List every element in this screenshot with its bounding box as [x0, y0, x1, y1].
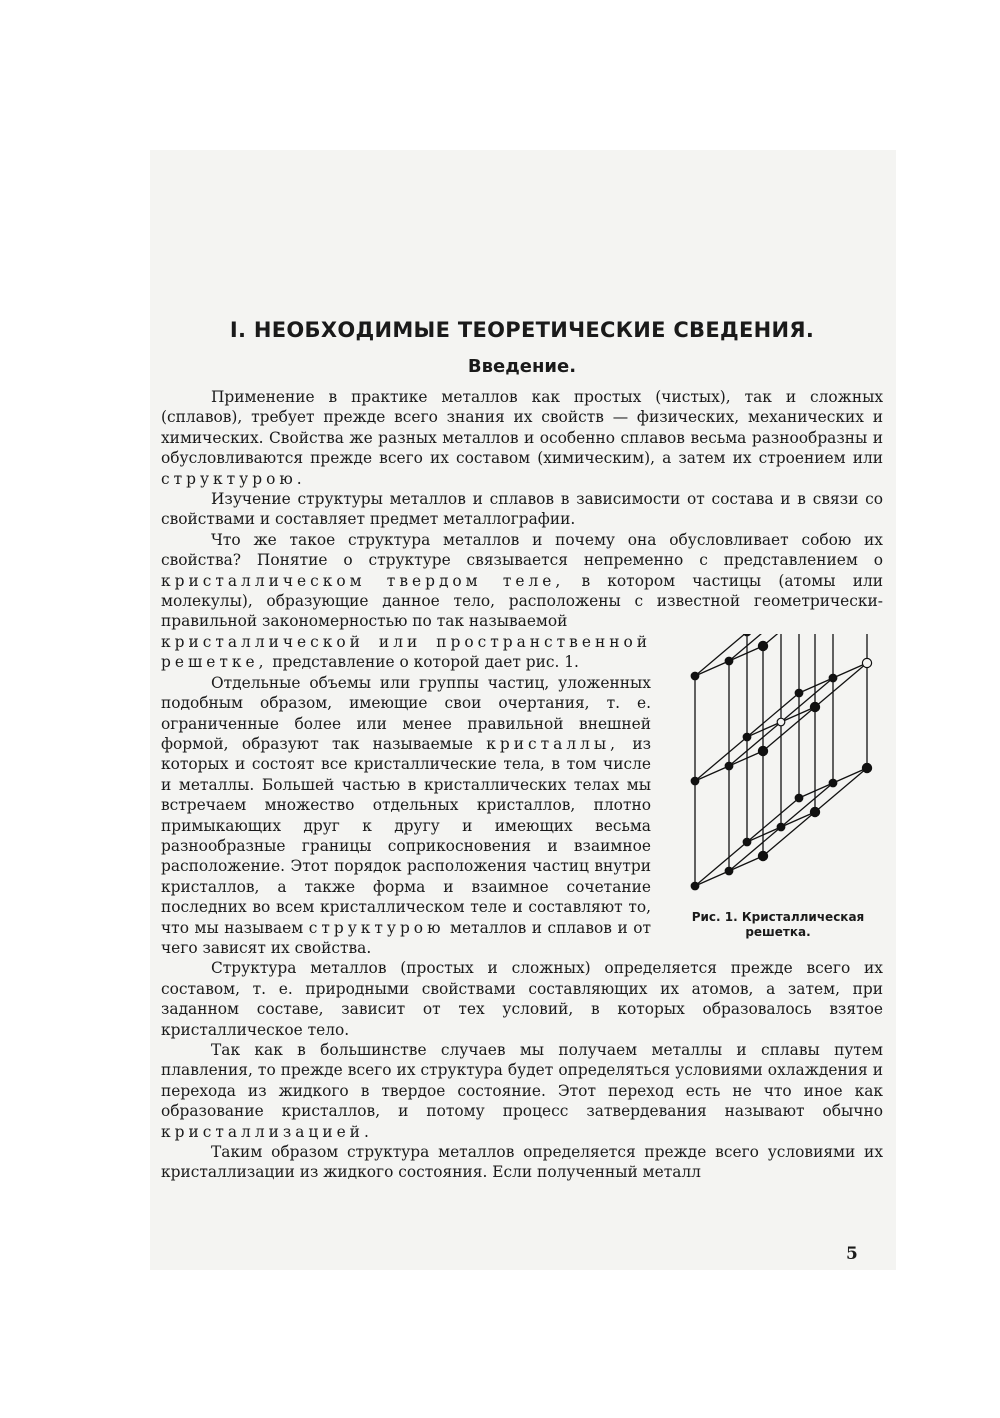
lattice-edge: [695, 737, 747, 781]
chapter-title: I. НЕОБХОДИМЫЕ ТЕОРЕТИЧЕСКИЕ СВЕДЕНИЯ.: [229, 318, 815, 342]
lattice-edge: [695, 871, 729, 886]
caption-line-1: Рис. 1. Кристаллическая: [691, 909, 865, 924]
lattice-atom: [810, 807, 819, 816]
paragraph-3-text-c: представление о которой дает рис. 1.: [267, 653, 579, 672]
body-text: [161, 387, 883, 1183]
lattice-edge: [747, 798, 799, 842]
lattice-atom: [691, 777, 699, 785]
lattice-atom: [829, 779, 837, 787]
lattice-atom: [810, 702, 819, 711]
page-content: [161, 318, 883, 1183]
lattice-atom: [758, 641, 767, 650]
lattice-atom: [725, 657, 733, 665]
lattice-edge: [747, 693, 799, 737]
lattice-atom: [829, 674, 837, 682]
lattice-atom: [862, 763, 871, 772]
lattice-atom: [758, 851, 767, 860]
lattice-edge: [695, 842, 747, 886]
lattice-atom: [795, 689, 803, 697]
figure-caption: [667, 910, 889, 940]
spaced-term-structure: структурою.: [161, 469, 306, 488]
lattice-atom: [777, 718, 785, 726]
lattice-atom: [691, 672, 699, 680]
lattice-edge: [815, 768, 867, 812]
paragraph-4-text-c: металлов и сплавов и от чего зависят их свойства.: [161, 918, 652, 957]
lattice-atom: [743, 733, 751, 741]
paragraph-2: Изучение структуры металлов и сплавов в зависимости от состава и в связи со свойствами и составляет предмет металлографии.: [161, 490, 883, 529]
spaced-term-structure-2: структурою: [308, 918, 445, 937]
crystal-lattice-diagram: [683, 634, 873, 904]
paragraph-1-text: Применение в практике металлов как простых (чистых), так и сложных (сплавов), требует прежде всего знания их свойств — физических, механических и химических. Свойства же разных металлов и особенно сплавов весьма разнообразны и обусловливаются прежде всего их составом (химическим), а затем их строением или: [161, 388, 883, 468]
lattice-edge: [781, 783, 833, 827]
caption-line-2: решетка.: [745, 924, 811, 939]
lattice-edge: [729, 751, 763, 766]
paragraph-7: Таким образом структура металлов определяется прежде всего условиями их кристаллизации из жидкого состояния. Если полученный металл: [161, 1143, 883, 1182]
lattice-edge: [763, 634, 815, 646]
lattice-edge: [763, 707, 815, 751]
lattice-edge: [729, 646, 763, 661]
paragraph-5: Структура металлов (простых и сложных) определяется прежде всего их составом, т. е. природными свойствами составляющих их атомов, а затем, при заданном составе, зависит от тех условий, в которых образовалось взятое кристаллическое тело.: [161, 959, 883, 1039]
lattice-atom: [743, 838, 751, 846]
paragraph-3: [161, 530, 883, 632]
spaced-term-crystals: кристаллы,: [486, 734, 620, 753]
lattice-atom: [691, 882, 699, 890]
lattice-edge: [695, 634, 747, 676]
lattice-atom: [725, 867, 733, 875]
lattice-atom: [725, 762, 733, 770]
figure-crystal-lattice: [667, 634, 889, 940]
lattice-edge: [729, 856, 763, 871]
paragraph-6-text: Так как в большинстве случаев мы получаем металлы и сплавы путем плавления, то прежде всего их структура будет определяться условиями охлаждения и перехода из жидкого в твердое состояние. Этот переход есть не что иное как образование кристаллов, и потому процесс затвердевания называют обычно: [161, 1041, 883, 1121]
lattice-atom: [758, 746, 767, 755]
lattice-edge: [729, 827, 781, 871]
lattice-atom: [743, 634, 751, 636]
lattice-edge: [695, 661, 729, 676]
lattice-edge: [781, 678, 833, 722]
lattice-edge: [729, 722, 781, 766]
lattice-edge: [833, 663, 867, 678]
lattice-edge: [781, 707, 815, 722]
lattice-edge: [747, 722, 781, 737]
paragraph-4-text-a: Отдельные объемы или группы частиц, уложенных подобным образом, имеющие свои очертания, т. е. ограниченные более или менее правильной внешней формой, образуют так называемые: [161, 673, 651, 753]
paragraph-4-text-b: из которых и состоят все кристаллические тела, в том числе и металлы. Большей частью в кристаллических телах мы встречаем множество отдельных кристаллов, плотно примыкающих друг к другу и имеющих весьма разнообразные границы соприкосновения и взаимное расположение. Этот порядок расположения частиц внутри кристаллов, а также форма и взаимное сочетание последних во всем кристаллическом теле и составляют то, что мы называем: [161, 734, 651, 937]
spaced-term-lattice: кристаллической или пространственной решетке,: [161, 632, 651, 672]
paragraph-3-text-b: в котором частицы (атомы или молекулы), образующие данное тело, расположены с известной геометрически-правильной закономерностью по так называемой: [161, 571, 883, 631]
spaced-term-crystallization: кристаллизацией.: [161, 1122, 373, 1141]
section-title: Введение.: [467, 356, 577, 377]
paragraph-3-text-a: Что же такое структура металлов и почему она обусловливает собою их свойства? Понятие о структуре связывается непременно с представлением о: [161, 530, 883, 570]
spaced-term-crystal-solid: кристаллическом твердом теле,: [161, 571, 565, 590]
lattice-atom: [795, 794, 803, 802]
lattice-edge: [815, 663, 867, 707]
lattice-edge: [747, 827, 781, 842]
page-number: 5: [846, 1244, 858, 1264]
lattice-atom: [777, 823, 785, 831]
lattice-edge: [799, 783, 833, 798]
lattice-edge: [763, 812, 815, 856]
lattice-atom: [862, 658, 871, 667]
paragraph-6: [161, 1040, 883, 1142]
lattice-edge: [833, 768, 867, 783]
lattice-edge: [695, 766, 729, 781]
lattice-edge: [799, 678, 833, 693]
paragraph-1: [161, 387, 883, 489]
lattice-edge: [781, 812, 815, 827]
